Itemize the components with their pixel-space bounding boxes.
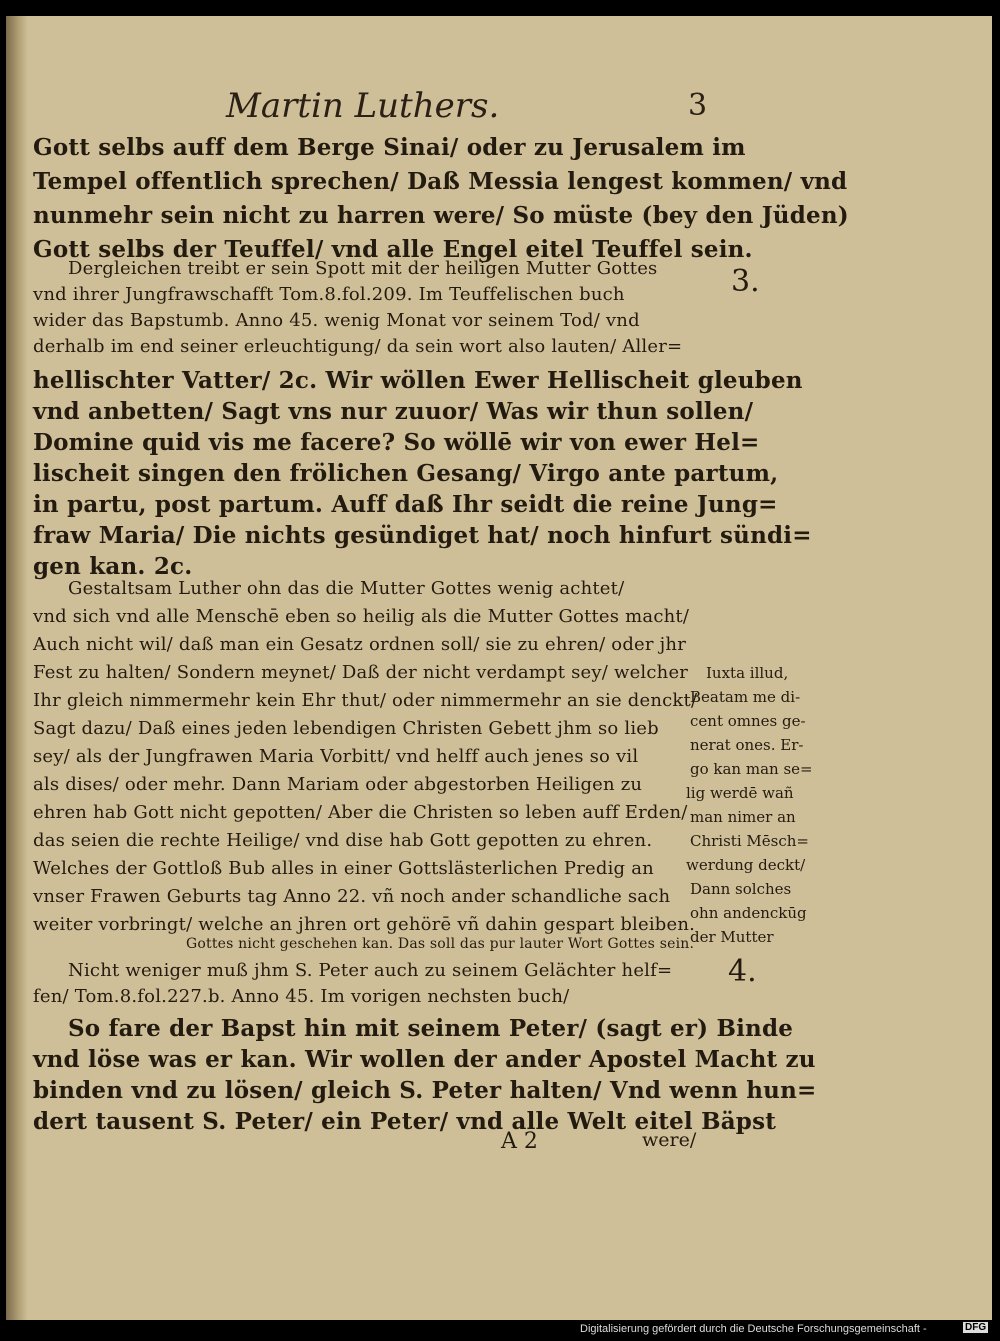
text-line: das seien die rechte Heilige/ vnd dise hab Gott gepotten zu ehren. <box>33 830 653 851</box>
margin-note-line: ohn andenckūg <box>690 904 807 922</box>
text-line: vnd löse was er kan. Wir wollen der ander Apostel Macht zu <box>33 1046 816 1073</box>
text-line: vnd anbetten/ Sagt vns nur zuuor/ Was wir thun sollen/ <box>33 398 754 425</box>
text-line: als dises/ oder mehr. Dann Mariam oder abgestorben Heiligen zu <box>33 774 643 795</box>
margin-note-line: Christi Mēsch= <box>690 832 809 850</box>
margin-note-line: Beatam me di- <box>690 688 801 706</box>
text-line: in partu, post partum. Auff daß Ihr seidt die reine Jung= <box>33 491 778 518</box>
text-line: binden vnd zu lösen/ gleich S. Peter halten/ Vnd wenn hun= <box>33 1077 817 1104</box>
text-line: Gottes nicht geschehen kan. Das soll das pur lauter Wort Gottes sein. <box>186 936 695 952</box>
text-line: hellischter Vatter/ 2c. Wir wöllen Ewer Hellischeit gleuben <box>33 367 803 394</box>
margin-note-line: Dann solches <box>690 880 792 898</box>
text-line: vnd sich vnd alle Menschē eben so heilig als die Mutter Gottes macht/ <box>33 606 690 627</box>
text-line: Sagt dazu/ Daß eines jeden lebendigen Christen Gebett jhm so lieb <box>33 718 659 739</box>
book-page <box>6 16 992 1320</box>
text-line: ehren hab Gott nicht gepotten/ Aber die Christen so leben auff Erden/ <box>33 802 688 823</box>
page-number: 3 <box>688 88 708 123</box>
text-line: gen kan. 2c. <box>33 553 193 580</box>
text-line: Tempel offentlich sprechen/ Daß Messia lengest kommen/ vnd <box>33 168 848 195</box>
text-line: nunmehr sein nicht zu harren were/ So müste (bey den Jüden) <box>33 202 849 229</box>
text-line: Gott selbs der Teuffel/ vnd alle Engel eitel Teuffel sein. <box>33 236 753 263</box>
margin-note-line: nerat ones. Er- <box>690 736 804 754</box>
footer-credit: Digitalisierung gefördert durch die Deutsche Forschungsgemeinschaft - <box>580 1323 927 1335</box>
text-line: fraw Maria/ Die nichts gesündiget hat/ noch hinfurt sündi= <box>33 522 812 549</box>
text-line: Nicht weniger muß jhm S. Peter auch zu seinem Gelächter helf= <box>68 960 673 981</box>
page-spine-shadow <box>6 16 28 1320</box>
running-header: Martin Luthers. <box>226 86 500 126</box>
text-line: vnd ihrer Jungfrawschafft Tom.8.fol.209. Im Teuffelischen buch <box>33 284 625 305</box>
text-line: derhalb im end seiner erleuchtigung/ da sein wort also lauten/ Aller= <box>33 336 683 357</box>
text-line: So fare der Bapst hin mit seinem Peter/ (sagt er) Binde <box>68 1015 794 1042</box>
text-line: sey/ als der Jungfrawen Maria Vorbitt/ vnd helff auch jenes so vil <box>33 746 639 767</box>
margin-note-line: der Mutter <box>690 928 774 946</box>
margin-note-line: go kan man se= <box>690 760 813 778</box>
text-line: fen/ Tom.8.fol.227.b. Anno 45. Im vorigen nechsten buch/ <box>33 986 570 1007</box>
text-line: Gott selbs auff dem Berge Sinai/ oder zu Jerusalem im <box>33 134 746 161</box>
margin-number: 3. <box>731 264 760 299</box>
text-line: vnser Frawen Geburts tag Anno 22. vñ noch ander schandliche sach <box>33 886 671 907</box>
text-line: Gestaltsam Luther ohn das die Mutter Gottes wenig achtet/ <box>68 578 625 599</box>
margin-number: 4. <box>728 954 757 989</box>
text-line: lischeit singen den frölichen Gesang/ Virgo ante partum, <box>33 460 779 487</box>
text-line: Welches der Gottloß Bub alles in einer Gottslästerlichen Predig an <box>33 858 654 879</box>
margin-note-line: man nimer an <box>690 808 796 826</box>
margin-note-line: werdung deckt/ <box>686 856 806 874</box>
margin-note-line: cent omnes ge- <box>690 712 806 730</box>
margin-note-line: Iuxta illud, <box>706 664 789 682</box>
text-line: wider das Bapstumb. Anno 45. wenig Monat vor seinem Tod/ vnd <box>33 310 640 331</box>
margin-note-line: lig werdē wañ <box>686 784 794 802</box>
text-line: dert tausent S. Peter/ ein Peter/ vnd alle Welt eitel Bäpst <box>33 1108 777 1135</box>
text-line: Auch nicht wil/ daß man ein Gesatz ordnen soll/ sie zu ehren/ oder jhr <box>33 634 687 655</box>
text-line: weiter vorbringt/ welche an jhren ort gehörē vñ dahin gespart bleiben. <box>33 914 696 935</box>
dfg-logo: DFG <box>965 1322 987 1333</box>
signature-mark: A 2 <box>501 1129 538 1154</box>
catchword: were/ <box>642 1129 697 1151</box>
text-line: Domine quid vis me facere? So wöllē wir von ewer Hel= <box>33 429 760 456</box>
text-line: Fest zu halten/ Sondern meynet/ Daß der nicht verdampt sey/ welcher <box>33 662 689 683</box>
text-line: Ihr gleich nimmermehr kein Ehr thut/ oder nimmermehr an sie denckt/ <box>33 690 698 711</box>
text-line: Dergleichen treibt er sein Spott mit der heiligen Mutter Gottes <box>68 258 658 279</box>
